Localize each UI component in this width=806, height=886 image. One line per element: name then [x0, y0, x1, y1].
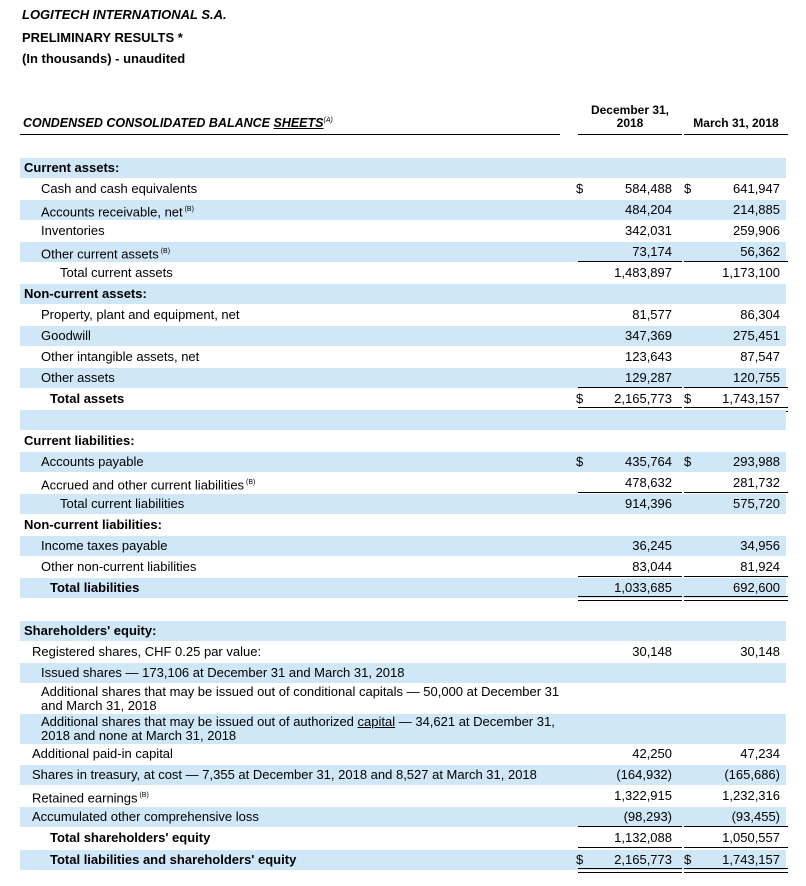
dollar-sign-dec-2018: $	[576, 391, 584, 406]
table-row	[20, 557, 786, 577]
column-header-dec-2018	[578, 104, 682, 130]
row-label: Non-current liabilities:	[24, 517, 162, 532]
total-rule-dec-2018	[578, 826, 682, 827]
table-row	[20, 326, 786, 346]
table-row	[20, 389, 786, 409]
value-mar-2018: 1,743,157	[722, 391, 780, 406]
row-label: Total liabilities and shareholders' equity	[50, 852, 297, 867]
row-label: Additional paid-in capital	[32, 746, 173, 761]
footnote-marker: (B)	[137, 792, 149, 799]
value-dec-2018: 478,632	[625, 475, 672, 490]
header-rule-label	[20, 134, 560, 135]
table-row	[20, 765, 786, 785]
table-row	[20, 642, 786, 662]
report-subtitle: PRELIMINARY RESULTS *	[22, 30, 183, 45]
value-dec-2018: 129,287	[625, 370, 672, 385]
value-mar-2018: 30,148	[740, 644, 780, 659]
units-note: (In thousands) - unaudited	[22, 51, 186, 66]
row-label-part: — 34,621 at December 31, 2018 and none at March 31, 2018	[41, 714, 555, 743]
table-row	[20, 473, 786, 493]
value-dec-2018: 1,033,685	[614, 580, 672, 595]
value-mar-2018: 1,173,100	[722, 265, 780, 280]
value-mar-2018: 1,050,557	[722, 830, 780, 845]
value-mar-2018: 275,451	[733, 328, 780, 343]
table-row	[20, 284, 786, 304]
table-row	[20, 515, 786, 535]
header-rule-col-a	[578, 134, 682, 135]
column-header-mar-2018: March 31, 2018	[693, 116, 779, 130]
row-label: Income taxes payable	[41, 538, 168, 553]
statement-title	[23, 116, 333, 130]
total-rule-mar-2018	[684, 826, 788, 827]
column-header-dec-2018-line1: December 31,	[590, 103, 670, 117]
value-dec-2018: 42,250	[632, 746, 672, 761]
row-label: Goodwill	[41, 328, 91, 343]
footnote-marker: (B)	[244, 479, 256, 486]
value-dec-2018: (164,932)	[616, 767, 672, 782]
row-label: Property, plant and equipment, net	[41, 307, 240, 322]
dollar-sign-mar-2018: $	[684, 454, 692, 469]
row-label-underlined: capital	[357, 714, 396, 729]
value-mar-2018: (93,455)	[731, 809, 780, 824]
row-label: Cash and cash equivalents	[41, 181, 198, 196]
table-row	[20, 807, 786, 827]
row-label: Inventories	[41, 223, 105, 238]
table-row	[20, 786, 786, 806]
table-row	[20, 684, 786, 714]
value-dec-2018: 30,148	[632, 644, 672, 659]
value-mar-2018: 214,885	[733, 202, 780, 217]
value-mar-2018: 87,547	[740, 349, 780, 364]
row-label: Total assets	[50, 391, 125, 406]
value-mar-2018: 641,947	[733, 181, 780, 196]
total-rule-mar-2018	[684, 387, 788, 388]
table-row	[20, 242, 786, 262]
dollar-sign-mar-2018: $	[684, 391, 692, 406]
value-dec-2018: 81,577	[632, 307, 672, 322]
value-mar-2018: 34,956	[740, 538, 780, 553]
row-label: Current assets:	[24, 160, 120, 175]
dollar-sign-dec-2018: $	[576, 852, 584, 867]
header-rule-col-b	[684, 134, 788, 135]
row-label-part: Additional shares that may be issued out of authorized	[41, 714, 358, 729]
column-header-dec-2018-line2: 2018	[616, 116, 644, 130]
total-rule-dec-2018	[578, 261, 682, 262]
row-label: Shares in treasury, at cost — 7,355 at December 31, 2018 and 8,527 at March 31, 2018	[32, 767, 537, 782]
table-row	[20, 200, 786, 220]
row-label: Other current assets $^{(B)}$	[41, 246, 171, 262]
value-mar-2018: 259,906	[733, 223, 780, 238]
row-label: Registered shares, CHF 0.25 par value:	[32, 644, 262, 659]
row-label: Additional shares that may be issued out of conditional capitals — 50,000 at December 31 and March 31, 2018	[41, 684, 560, 713]
row-label: Retained earnings $^{(B)}$	[32, 790, 149, 806]
value-dec-2018: (98,293)	[623, 809, 672, 824]
table-row	[20, 221, 786, 241]
value-dec-2018: 1,483,897	[614, 265, 672, 280]
value-mar-2018: 81,924	[740, 559, 780, 574]
table-row	[20, 663, 786, 683]
table-row	[20, 744, 786, 764]
table-row	[20, 452, 786, 472]
value-dec-2018: 2,165,773	[614, 391, 672, 406]
value-mar-2018: 1,232,316	[722, 788, 780, 803]
value-dec-2018: 342,031	[625, 223, 672, 238]
table-row	[20, 179, 786, 199]
footnote-marker: (B)	[182, 206, 194, 213]
row-label: Issued shares — 173,106 at December 31 and March 31, 2018	[41, 665, 405, 680]
table-row	[20, 714, 786, 744]
row-label: Other assets	[41, 370, 115, 385]
value-mar-2018: 293,988	[733, 454, 780, 469]
total-rule-mar-2018	[684, 576, 788, 577]
row-label	[41, 715, 581, 743]
total-rule-mar-2018	[684, 261, 788, 262]
value-mar-2018: 1,743,157	[722, 852, 780, 867]
statement-title-note: (A)	[323, 116, 333, 124]
value-dec-2018: 2,165,773	[614, 852, 672, 867]
table-row	[20, 158, 786, 178]
value-dec-2018: 73,174	[632, 244, 672, 259]
table-row	[20, 431, 786, 451]
table-row	[20, 578, 786, 598]
table-row	[20, 621, 786, 641]
row-label: Accounts payable	[41, 454, 144, 469]
total-rule-mar-2018	[684, 868, 788, 873]
table-row	[20, 305, 786, 325]
table-row	[20, 828, 786, 848]
table-row	[20, 599, 786, 619]
row-label: Total current liabilities	[60, 496, 185, 511]
footnote-marker: (B)	[158, 248, 171, 255]
value-mar-2018: 120,755	[733, 370, 780, 385]
value-dec-2018: 347,369	[625, 328, 672, 343]
value-dec-2018: 484,204	[625, 202, 672, 217]
value-dec-2018: 435,764	[625, 454, 672, 469]
value-mar-2018: 56,362	[740, 244, 780, 259]
row-label: Accounts receivable, net $^{(B)}$	[41, 204, 194, 220]
dollar-sign-dec-2018: $	[576, 454, 584, 469]
value-mar-2018: 47,234	[740, 746, 780, 761]
row-label: Other non-current liabilities	[41, 559, 197, 574]
total-rule-dec-2018	[578, 576, 682, 577]
total-rule-dec-2018	[578, 847, 682, 848]
value-dec-2018: 83,044	[632, 559, 672, 574]
total-rule-mar-2018	[684, 847, 788, 848]
total-rule-dec-2018	[578, 492, 682, 493]
value-mar-2018: 692,600	[733, 580, 780, 595]
row-label: Total current assets	[60, 265, 173, 280]
dollar-sign-mar-2018: $	[684, 181, 692, 196]
row-label: Current liabilities:	[24, 433, 135, 448]
value-dec-2018: 914,396	[625, 496, 672, 511]
total-rule-dec-2018	[578, 387, 682, 388]
row-label: Other intangible assets, net	[41, 349, 200, 364]
table-row	[20, 850, 786, 870]
total-rule-mar-2018	[684, 492, 788, 493]
total-rule-dec-2018	[578, 868, 682, 873]
table-row	[20, 368, 786, 388]
row-label: Accumulated other comprehensive loss	[32, 809, 259, 824]
row-label: Total shareholders' equity	[50, 830, 211, 845]
value-dec-2018: 123,643	[625, 349, 672, 364]
table-row	[20, 347, 786, 367]
value-dec-2018: 36,245	[632, 538, 672, 553]
table-row	[20, 536, 786, 556]
table-row	[20, 263, 786, 283]
table-row	[20, 494, 786, 514]
statement-title-prefix: CONDENSED CONSOLIDATED BALANCE	[23, 116, 274, 130]
value-dec-2018: 1,322,915	[614, 788, 672, 803]
value-mar-2018: (165,686)	[724, 767, 780, 782]
value-mar-2018: 86,304	[740, 307, 780, 322]
value-mar-2018: 281,732	[733, 475, 780, 490]
row-label: Accrued and other current liabilities $^{(B)}$	[41, 477, 256, 493]
table-row	[20, 410, 786, 430]
dollar-sign-dec-2018: $	[576, 181, 584, 196]
dollar-sign-mar-2018: $	[684, 852, 692, 867]
company-name: LOGITECH INTERNATIONAL S.A.	[22, 7, 227, 22]
value-mar-2018: 575,720	[733, 496, 780, 511]
statement-title-underlined: SHEETS	[273, 116, 324, 130]
value-dec-2018: 1,132,088	[614, 830, 672, 845]
value-dec-2018: 584,488	[625, 181, 672, 196]
row-label: Total liabilities	[50, 580, 140, 595]
row-label: Non-current assets:	[24, 286, 147, 301]
row-label: Shareholders' equity:	[24, 623, 157, 638]
